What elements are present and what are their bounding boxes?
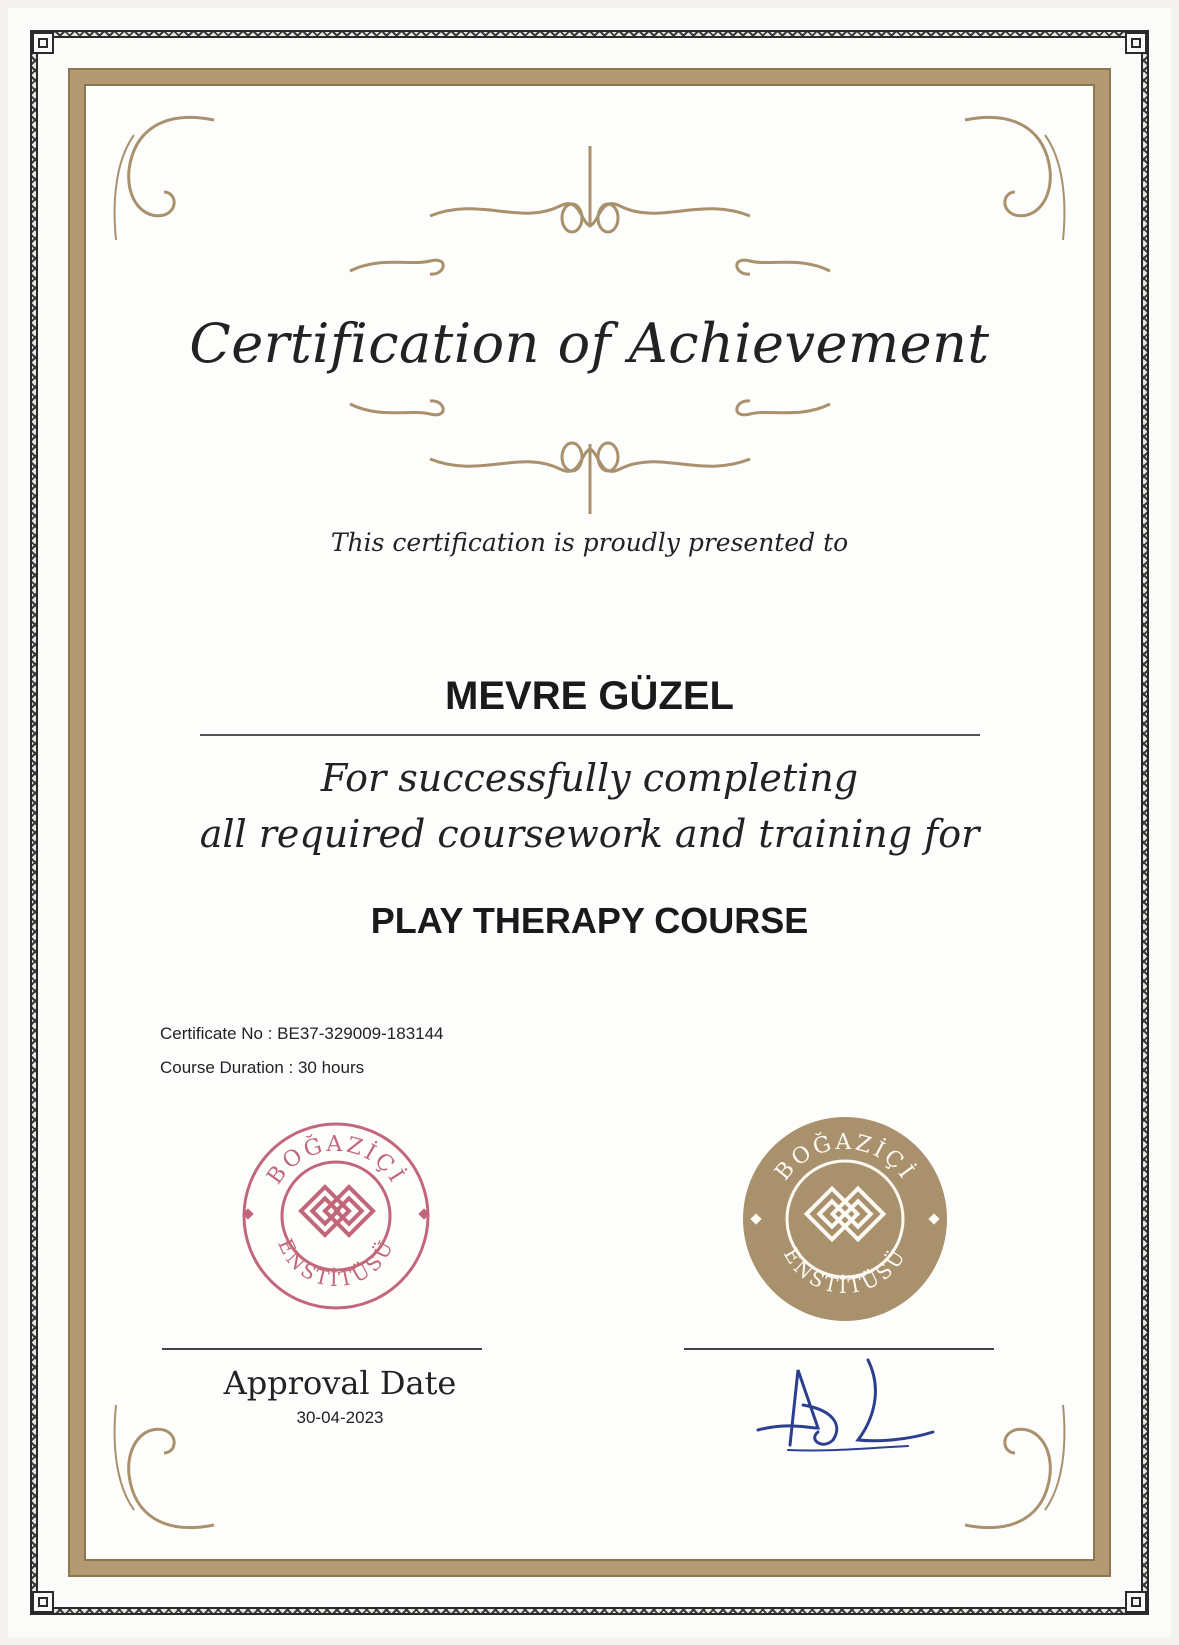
corner-flourish-top-right <box>955 100 1075 250</box>
signature <box>748 1350 948 1470</box>
top-ornament <box>280 146 900 296</box>
svg-text:ENSTİTÜSÜ: ENSTİTÜSÜ <box>273 1234 399 1292</box>
approval-line <box>162 1348 482 1350</box>
corner-ornament-bottom-right <box>1125 1591 1147 1613</box>
institute-stamp <box>236 1116 436 1316</box>
approval-date-label: Approval Date <box>223 1364 457 1402</box>
institute-gold-seal <box>740 1114 950 1324</box>
course-duration: Course Duration : 30 hours <box>160 1058 365 1077</box>
certificate-content <box>84 84 1095 1561</box>
completion-text-line2: all required coursework and training for <box>199 812 980 856</box>
svg-text:BOĞAZİÇİ: BOĞAZİÇİ <box>770 1129 920 1186</box>
presented-to-text: This certification is proudly presented to <box>330 528 849 557</box>
corner-ornament-bottom-left <box>32 1591 54 1613</box>
certificate-title: Certification of Achievement <box>189 312 990 375</box>
corner-flourish-top-left <box>104 100 224 250</box>
corner-flourish-bottom-right <box>955 1395 1075 1545</box>
recipient-underline <box>200 734 980 736</box>
corner-ornament-top-left <box>32 32 54 54</box>
completion-text-line1: For successfully completing <box>320 756 859 800</box>
title-ornament <box>280 384 900 514</box>
course-name: PLAY THERAPY COURSE <box>370 900 809 941</box>
svg-text:BOĞAZİÇİ: BOĞAZİÇİ <box>262 1131 410 1190</box>
approval-date-value: 30-04-2023 <box>296 1408 384 1427</box>
corner-ornament-top-right <box>1125 32 1147 54</box>
certificate-page <box>8 8 1171 1637</box>
svg-text:ENSTİTÜSÜ: ENSTİTÜSÜ <box>778 1243 912 1299</box>
certificate-number: Certificate No : BE37-329009-183144 <box>160 1024 444 1043</box>
recipient-name: MEVRE GÜZEL <box>445 674 734 718</box>
